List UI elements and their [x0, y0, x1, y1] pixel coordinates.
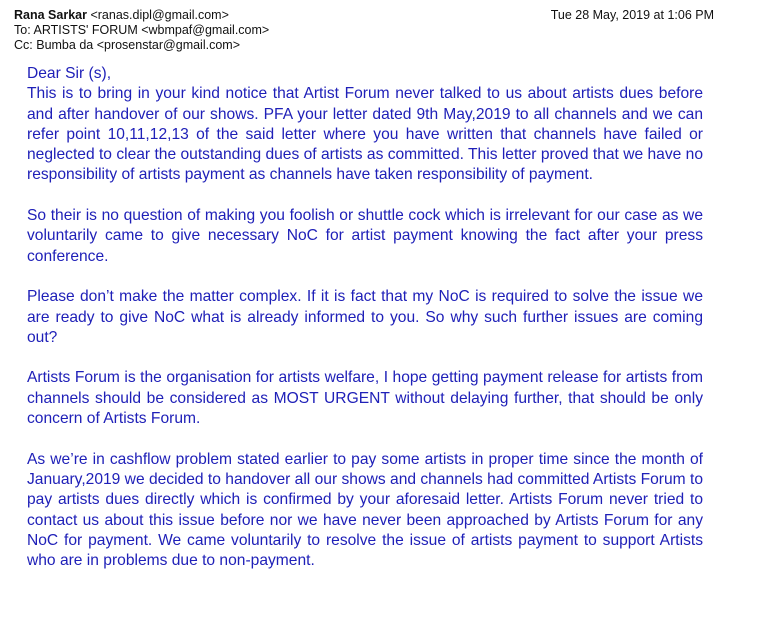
sender-email[interactable]: <ranas.dipl@gmail.com> — [90, 8, 229, 22]
cc-recipient[interactable]: Bumba da <prosenstar@gmail.com> — [36, 38, 240, 52]
body-paragraph-4: Artists Forum is the organisation for artists welfare, I hope getting payment release for artists from channels should be considered as MOST URGENT without delaying further, that should be only concern of Artists Forum. — [27, 369, 703, 428]
body-paragraph-2: So their is no question of making you foolish or shuttle cock which is irrelevant for our case as we voluntarily came to give necessary NoC for artist payment knowing the fact after your press conference. — [27, 207, 703, 265]
paragraph-text: This is to bring in your kind notice that Artist Forum never talked to us about artists dues before and after handover of our shows. PFA your letter dated 9th May,2019 to all channels and we can refer point 10,11,12,13 of the said letter where you have written that channels have failed or neglected to clear the outstanding dues of artists as committed. This letter proved that we have no responsibility of artists payment as channels have taken responsibility of payment. — [27, 85, 703, 184]
body-paragraph-5: As we’re in cashflow problem stated earlier to pay some artists in proper time since the month of January,2019 we decided to handover all our shows and channels had committed Artists Forum to pay artists dues directly which is confirmed by your aforesaid letter. Artists Forum never tried to contact us about this issue before nor we have never been approached by Artists Forum for any NoC for payment. We came voluntarily to resolve the issue of artists payment to support Artists who are in problems due to non-payment. — [27, 450, 703, 570]
cc-line — [14, 38, 745, 53]
email-header — [14, 8, 745, 53]
cc-label: Cc: — [14, 38, 33, 52]
email-body — [27, 64, 703, 571]
to-line — [14, 23, 745, 38]
body-paragraph-3: Please don’t make the matter complex. If it is fact that my NoC is required to solve the issue we are ready to give NoC what is already informed to you. So why such further issues are coming out? — [27, 288, 703, 346]
to-label: To: — [14, 23, 31, 37]
greeting: Dear Sir (s), — [27, 65, 112, 82]
email-date: Tue 28 May, 2019 at 1:06 PM — [550, 8, 714, 22]
body-paragraph-1 — [27, 64, 703, 186]
sender-name[interactable]: Rana Sarkar — [14, 8, 87, 22]
to-recipient[interactable]: ARTISTS' FORUM <wbmpaf@gmail.com> — [33, 23, 270, 37]
